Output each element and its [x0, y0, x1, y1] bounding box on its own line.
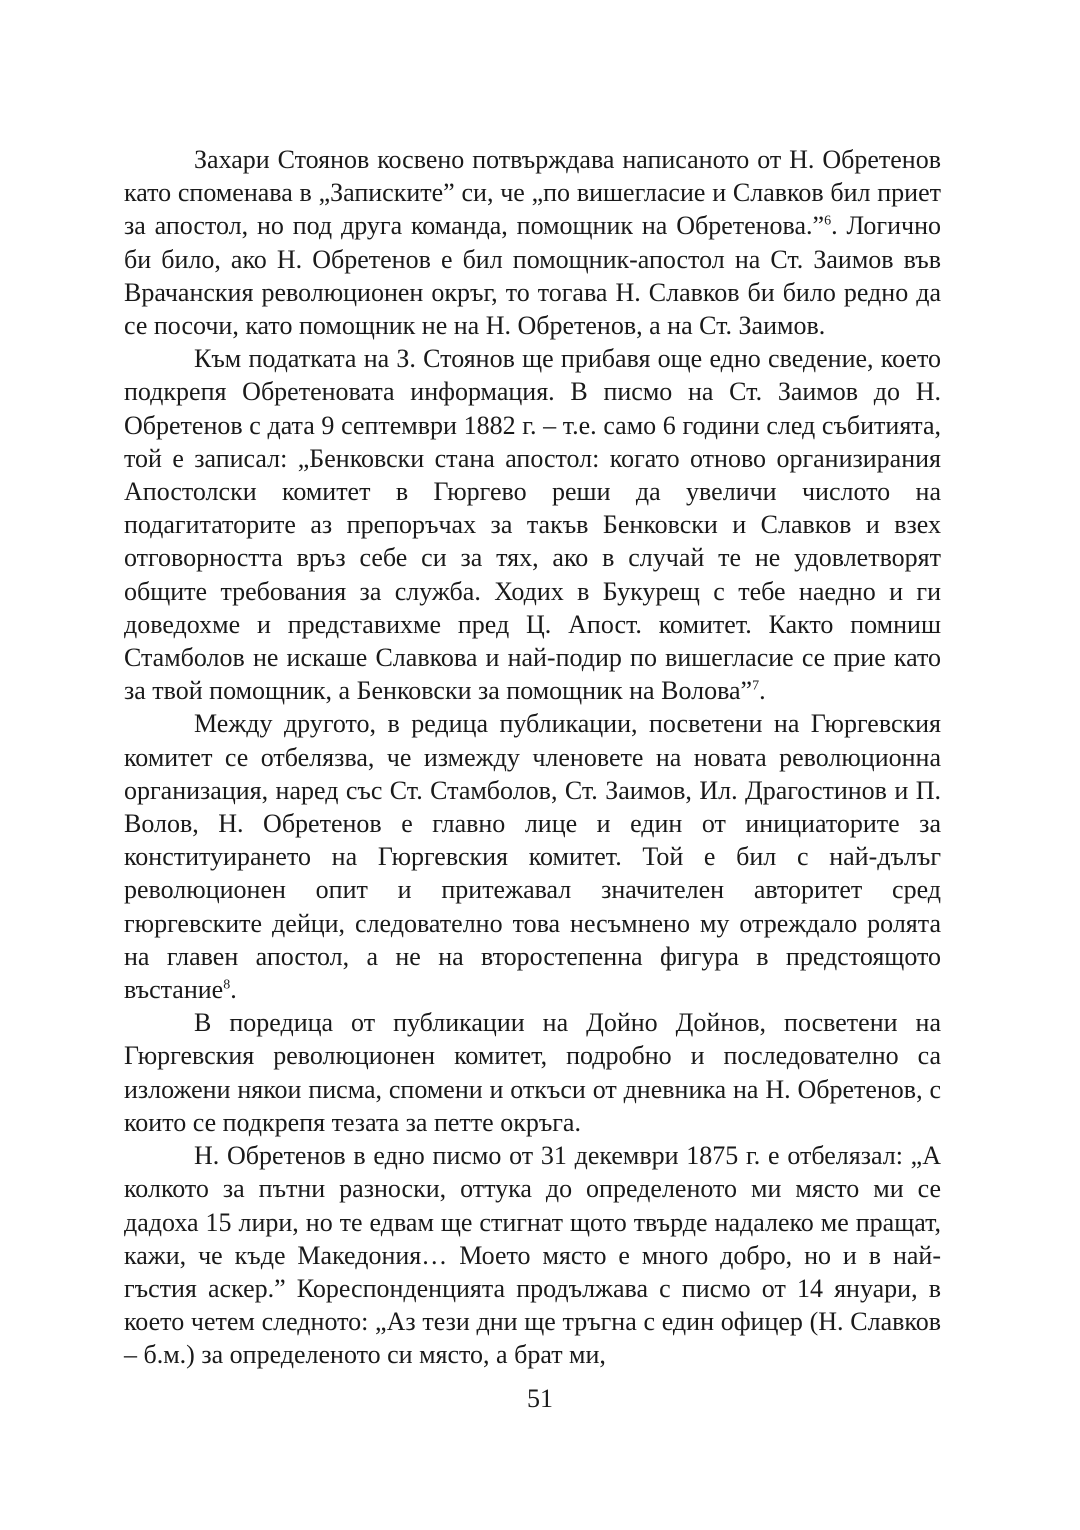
- paragraph-4: [124, 1006, 941, 1139]
- paragraph-2-text: Към податката на З. Стоянов ще прибавя още едно сведение, което подкрепя Обретеновата информация. В писмо на Ст. Заимов до Н. Обретенов с дата 9 септември 1882 г. – т.е. само 6 години след събитията, той е записал: „Бенковски стана апостол: когато отново организирания Апостолски комитет в Гюргево реши да увеличи числото на подагитаторите аз препоръчах за такъв Бенковски и Славков и взех отговорността връз себе си за тях, ако в случай те не удовлетворят общите требования за служба. Ходих в Букурещ с тебе наедно и ги доведохме и представихме пред Ц. Апост. комитет. Както помниш Стамболов не искаше Славкова и най-подир по вишегласие се прие като за твой помощник, а Бенковски за помощник на Волова”: [124, 344, 941, 706]
- paragraph-3: [124, 707, 941, 1006]
- page-number: 51: [527, 1384, 553, 1413]
- paragraph-1-text: Захари Стоянов косвено потвърждава написаното от Н. Обретенов като споменава в „Записките” си, че „по вишегласие и Славков бил приет за апостол, но под друга команда, помощник на Обретенова.”: [124, 145, 941, 241]
- paragraph-3-text: Между другото, в редица публикации, посветени на Гюргевския комитет се отбелязва, че измежду членовете на новата революционна организация, наред със Ст. Стамболов, Ст. Заимов, Ил. Драгостинов и П. Волов, Н. Обретенов е главно лице и един от инициаторите за конституирането на Гюргевския комитет. Той е бил с най-дълъг революционен опит и притежавал значителен авторитет сред гюргевските дейци, следователно това несъмнено му отреждало ролята на главен апостол, а не на второстепенна фигура в предстоящото въстание: [124, 709, 941, 1005]
- footnote-ref-8[interactable]: 8: [223, 977, 231, 993]
- paragraph-1-text-cont: . Логично би било, ако Н. Обретенов е бил помощник-апостол на Ст. Заимов във Врачанския революционен окръг, то тогава Н. Славков би било редно да се посочи, като помощник не на Н. Обретенов, а на Ст. Заимов.: [124, 211, 941, 341]
- footnote-ref-6[interactable]: 6: [824, 213, 832, 229]
- paragraph-5: [124, 1139, 941, 1371]
- paragraph-1: [124, 143, 941, 342]
- paragraph-2-text-cont: .: [759, 676, 766, 706]
- footnote-ref-7[interactable]: 7: [752, 678, 760, 694]
- paragraph-3-text-cont: .: [230, 975, 237, 1005]
- paragraph-2: [124, 342, 941, 707]
- body-text: [124, 143, 941, 1372]
- paragraph-5-text: Н. Обретенов в едно писмо от 31 декември 1875 г. е отбелязал: „А колкото за пътни разноски, оттука до определеното ми място ми се дадоха 15 лири, но те едвам ще стигнат щото твърде надалеко ме пращат, кажи, че къде Македония… Моето място е много добро, но и в най-гъстия аскер.” Кореспонденцията продължава с писмо от 14 януари, в което четем следното: „Аз тези дни ще тръгна с един офицер (Н. Славков – б.м.) за определеното си място, а брат ми,: [124, 1141, 941, 1370]
- paragraph-4-text: В поредица от публикации на Дойно Дойнов, посветени на Гюргевския революционен комитет, подробно и последователно са изложени някои писма, спомени и откъси от дневника на Н. Обретенов, с които се подкрепя тезата за петте окръга.: [124, 1008, 941, 1137]
